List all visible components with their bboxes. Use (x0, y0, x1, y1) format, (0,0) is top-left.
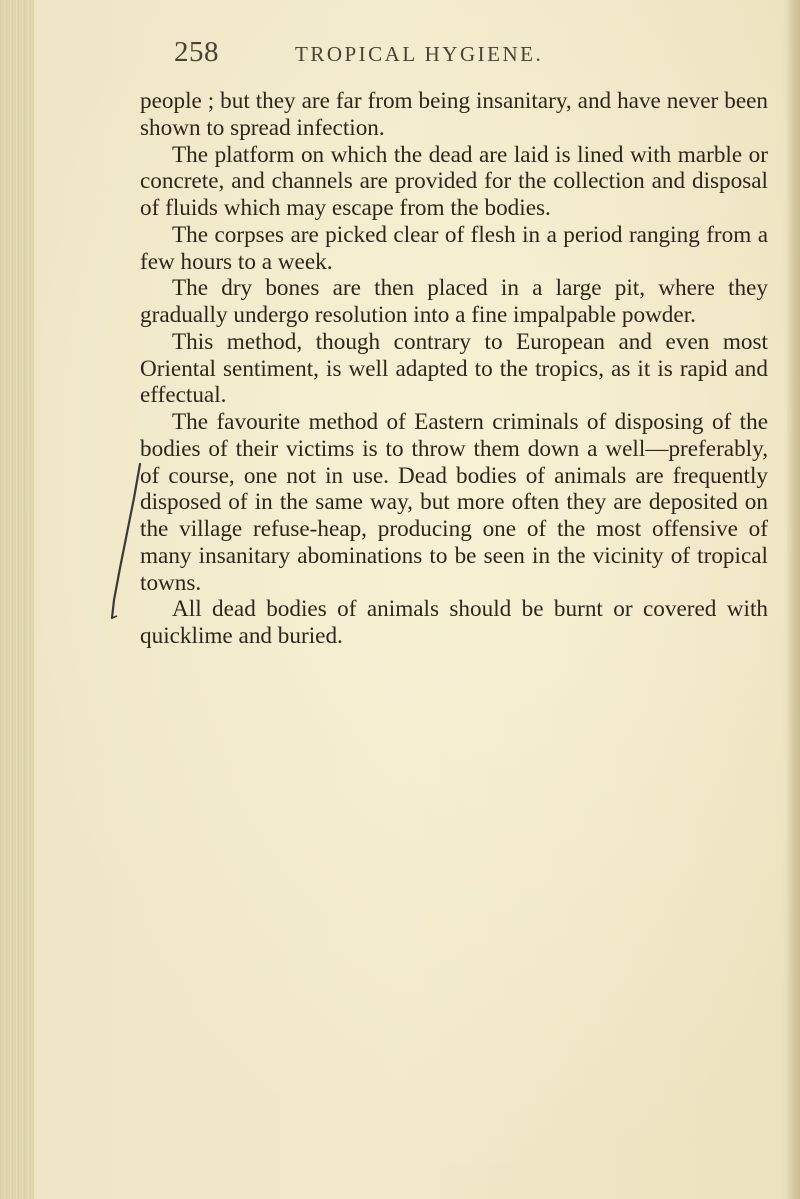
paragraph: The platform on which the dead are laid is lined with marble or concrete, and channels are provided for the collection and disposal of fluids which may escape from the bodies. (140, 141, 768, 221)
running-title: TROPICAL HYGIENE. (295, 42, 544, 66)
paragraph: This method, though contrary to European and even most Oriental sentiment, is well adapted to the tropics, as it is rapid and effectual. (140, 328, 768, 409)
paragraph: The corpses are picked clear of flesh in a period ranging from a few hours to a week. (140, 221, 768, 275)
page-number: 258 (174, 36, 219, 68)
paragraph: The favourite method of Eastern criminals of disposing of the bodies of their victims is to throw them down a well—preferably, of course, one not in use. Dead bodies of animals are frequently disposed of in the same way, but more often they are deposited on the village refuse-heap, producing one of the most offensive of many insanitary abominations to be seen in the vicinity of tropical towns. (140, 409, 768, 596)
paragraph: All dead bodies of animals should be burnt or covered with quicklime and buried. (140, 596, 768, 649)
paragraph: people ; but they are far from being insanitary, and have never been shown to spread infection. (140, 88, 768, 141)
page-right-edge (786, 0, 800, 1199)
page-gutter (0, 0, 34, 1199)
paragraph: The dry bones are then placed in a large pit, where they gradually undergo resolution into a fine impalpable powder. (140, 275, 768, 328)
running-head (174, 36, 594, 70)
body-text (140, 88, 768, 650)
